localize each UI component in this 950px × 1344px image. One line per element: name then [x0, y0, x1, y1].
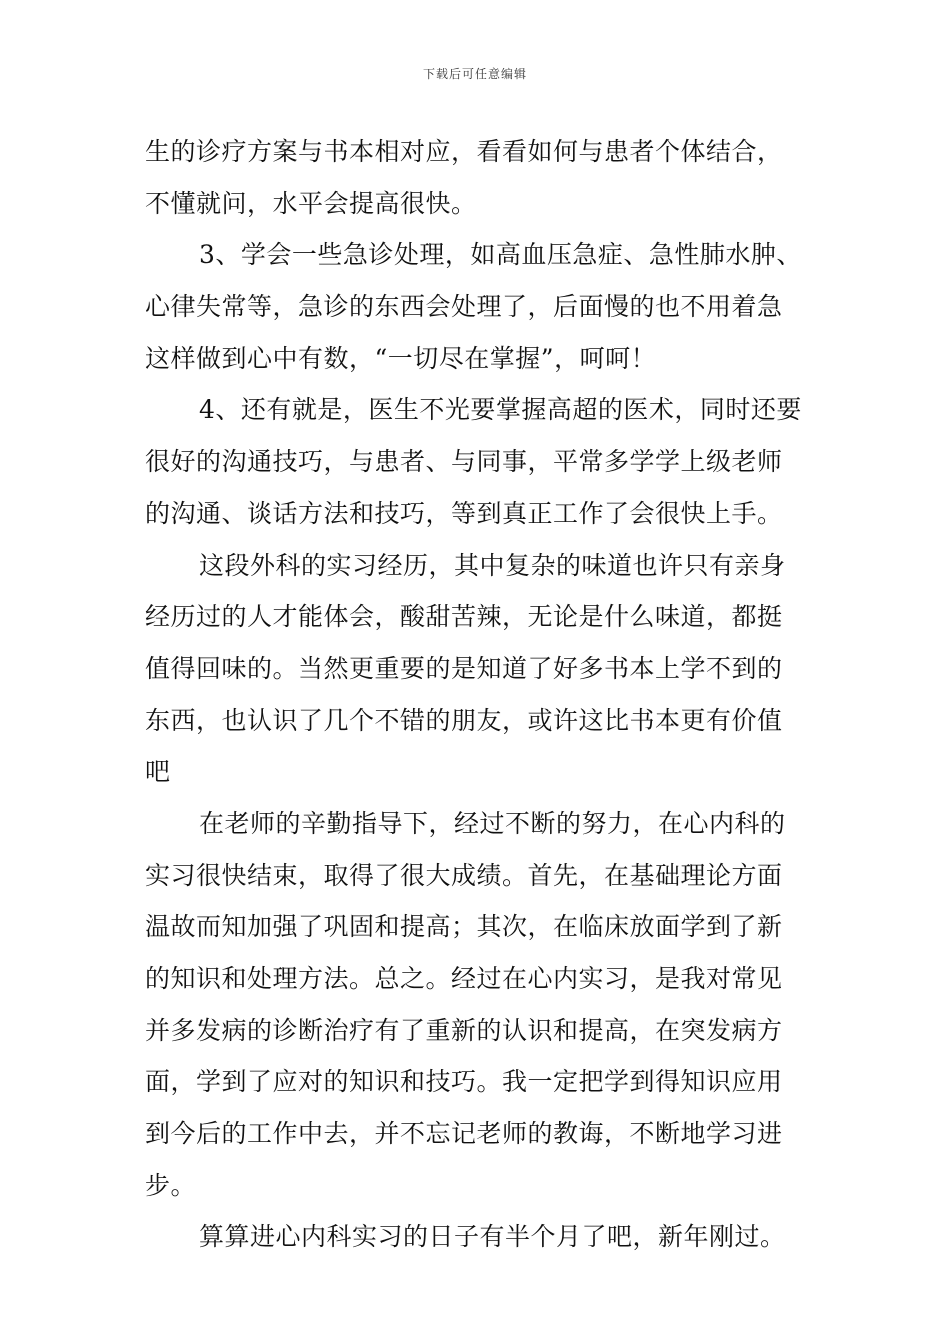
text-line: 的沟通、谈话方法和技巧，等到真正工作了会很快上手。: [145, 498, 783, 528]
text-line: 步。: [145, 1170, 197, 1200]
text-line: 实习很快结束，取得了很大成绩。首先，在基础理论方面: [145, 860, 783, 890]
text-line: 东西，也认识了几个不错的朋友，或许这比书本更有价值: [145, 705, 783, 735]
text-line: 不懂就问，水平会提高很快。: [145, 188, 477, 218]
text-line: 经历过的人才能体会，酸甜苦辣，无论是什么味道，都挺: [145, 602, 783, 632]
text-line: 值得回味的。当然更重要的是知道了好多书本上学不到的: [145, 653, 783, 683]
page-header: 下载后可任意编辑: [422, 67, 527, 81]
document-body: [145, 126, 817, 1263]
text-line: 很好的沟通技巧，与患者、与同事，平常多学学上级老师: [145, 447, 783, 477]
text-line: 面，学到了应对的知识和技巧。我一定把学到得知识应用: [145, 1067, 783, 1097]
text-line: 心律失常等，急诊的东西会处理了，后面慢的也不用着急: [145, 292, 783, 322]
text-line: 4、还有就是，医生不光要掌握高超的医术，同时还要: [199, 395, 802, 425]
text-line: 并多发病的诊断治疗有了重新的认识和提高，在突发病方: [145, 1015, 783, 1045]
text-line: 在老师的辛勤指导下，经过不断的努力，在心内科的: [199, 808, 786, 838]
text-line: 这样做到心中有数，“一切尽在掌握”，呵呵！: [145, 343, 657, 373]
text-line: 到今后的工作中去，并不忘记老师的教诲，不断地学习进: [145, 1119, 783, 1149]
text-line: 算算进心内科实习的日子有半个月了吧，新年刚过。: [199, 1222, 786, 1252]
text-line: 生的诊疗方案与书本相对应，看看如何与患者个体结合，: [145, 137, 783, 166]
text-line: 的知识和处理方法。总之。经过在心内实习，是我对常见: [145, 964, 783, 993]
text-line: 这段外科的实习经历，其中复杂的味道也许只有亲身: [199, 550, 786, 580]
text-line: 吧: [145, 757, 171, 787]
text-line: 温故而知加强了巩固和提高；其次，在临床放面学到了新: [145, 912, 783, 942]
text-line: 3、学会一些急诊处理，如高血压急症、急性肺水肿、: [199, 240, 802, 270]
